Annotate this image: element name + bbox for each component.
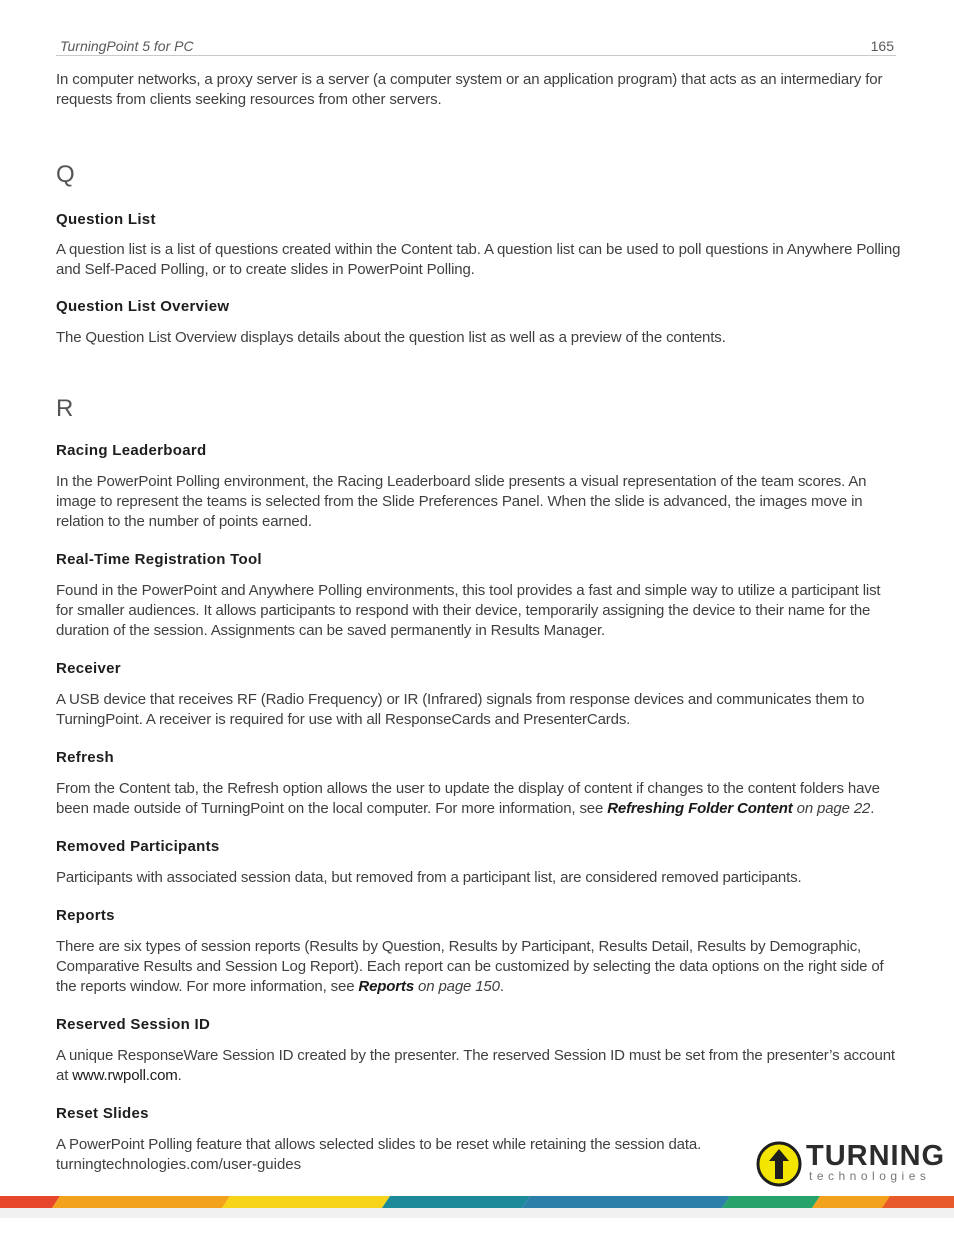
term-racing-leaderboard: Racing Leaderboard xyxy=(56,442,207,459)
rwpoll-link[interactable]: www.rwpoll.com xyxy=(72,1067,178,1084)
definition-realtime-registration: Found in the PowerPoint and Anywhere Polling environments, this tool provides a fast and simple way to utilize a participant list for smaller audiences. It allows participants to respond with their device, temporarily assigning the device to their name for the duration of the session. Assignments can be saved permanently in Results Manager. xyxy=(56,582,881,639)
term-reserved-session-id: Reserved Session ID xyxy=(56,1016,211,1033)
definition-refresh-text: From the Content tab, the Refresh option allows the user to update the display of content if changes to the content folders have been made outside of TurningPoint on the local computer. For more information, see xyxy=(56,780,880,817)
reports-end: . xyxy=(499,978,504,995)
page-number: 165 xyxy=(870,38,894,54)
reserved-session-id-end: . xyxy=(177,1067,182,1084)
term-refresh: Refresh xyxy=(56,749,114,766)
document-title: TurningPoint 5 for PC xyxy=(60,38,194,54)
definition-refresh xyxy=(56,779,901,819)
definition-reports xyxy=(56,937,901,997)
turning-technologies-logo xyxy=(756,1140,946,1188)
term-reports: Reports xyxy=(56,907,115,924)
definition-question-list-overview: The Question List Overview displays details about the question list as well as a preview of the contents. xyxy=(56,329,726,346)
term-reset-slides: Reset Slides xyxy=(56,1105,149,1122)
logo-subtitle: technologies xyxy=(809,1169,931,1183)
footer-url-link[interactable]: turningtechnologies.com/user-guides xyxy=(56,1156,302,1173)
term-question-list-overview: Question List Overview xyxy=(56,298,230,315)
page-header xyxy=(56,36,896,56)
reports-link[interactable]: Reports xyxy=(358,978,415,995)
definition-reset-slides: A PowerPoint Polling feature that allows selected slides to be reset while retaining the session data. xyxy=(56,1136,702,1153)
section-letter-r: R xyxy=(56,395,74,422)
page-content xyxy=(56,70,901,1155)
definition-reports-text: There are six types of session reports (Results by Question, Results by Participant, Results Detail, Results by Demographic, Comparative Results and Session Log Report). Each report can be customized by selecting the data options on the right side of the reports window. For more information, see xyxy=(56,938,884,995)
term-realtime-registration: Real-Time Registration Tool xyxy=(56,551,262,568)
refresh-page-ref: on page 22 xyxy=(792,800,871,817)
logo-wordmark: TURNING xyxy=(806,1140,946,1172)
definition-reserved-session-id xyxy=(56,1046,901,1086)
term-question-list: Question List xyxy=(56,211,156,228)
section-letter-q: Q xyxy=(56,161,75,188)
footer-color-stripe xyxy=(0,1196,954,1208)
reports-page-ref: on page 150 xyxy=(414,978,500,995)
turning-logo-icon xyxy=(756,1140,804,1188)
definition-question-list: A question list is a list of questions created within the Content tab. A question list can be used to poll questions in Anywhere Polling and Self-Paced Polling, or to create slides in PowerPoint Polling. xyxy=(56,241,901,278)
definition-receiver: A USB device that receives RF (Radio Frequency) or IR (Infrared) signals from response devices and communicates them to TurningPoint. A receiver is required for use with all ResponseCards and PresenterCards. xyxy=(56,691,865,728)
intro-paragraph: In computer networks, a proxy server is a server (a computer system or an application program) that acts as an intermediary for requests from clients seeking resources from other servers. xyxy=(56,71,883,108)
definition-racing-leaderboard: In the PowerPoint Polling environment, the Racing Leaderboard slide presents a visual representation of the team scores. An image to represent the teams is selected from the Slide Preferences Panel. When the slide is advanced, the images move in relation to the number of points earned. xyxy=(56,473,867,530)
refresh-end: . xyxy=(870,800,875,817)
footer-shadow xyxy=(0,1208,954,1218)
definition-reserved-session-id-text: A unique ResponseWare Session ID created by the presenter. The reserved Session ID must be set from the presenter’s account at xyxy=(56,1047,895,1084)
term-removed-participants: Removed Participants xyxy=(56,838,220,855)
term-receiver: Receiver xyxy=(56,660,121,677)
definition-removed-participants: Participants with associated session data, but removed from a participant list, are considered removed participants. xyxy=(56,869,802,886)
refreshing-folder-content-link[interactable]: Refreshing Folder Content xyxy=(607,800,793,817)
